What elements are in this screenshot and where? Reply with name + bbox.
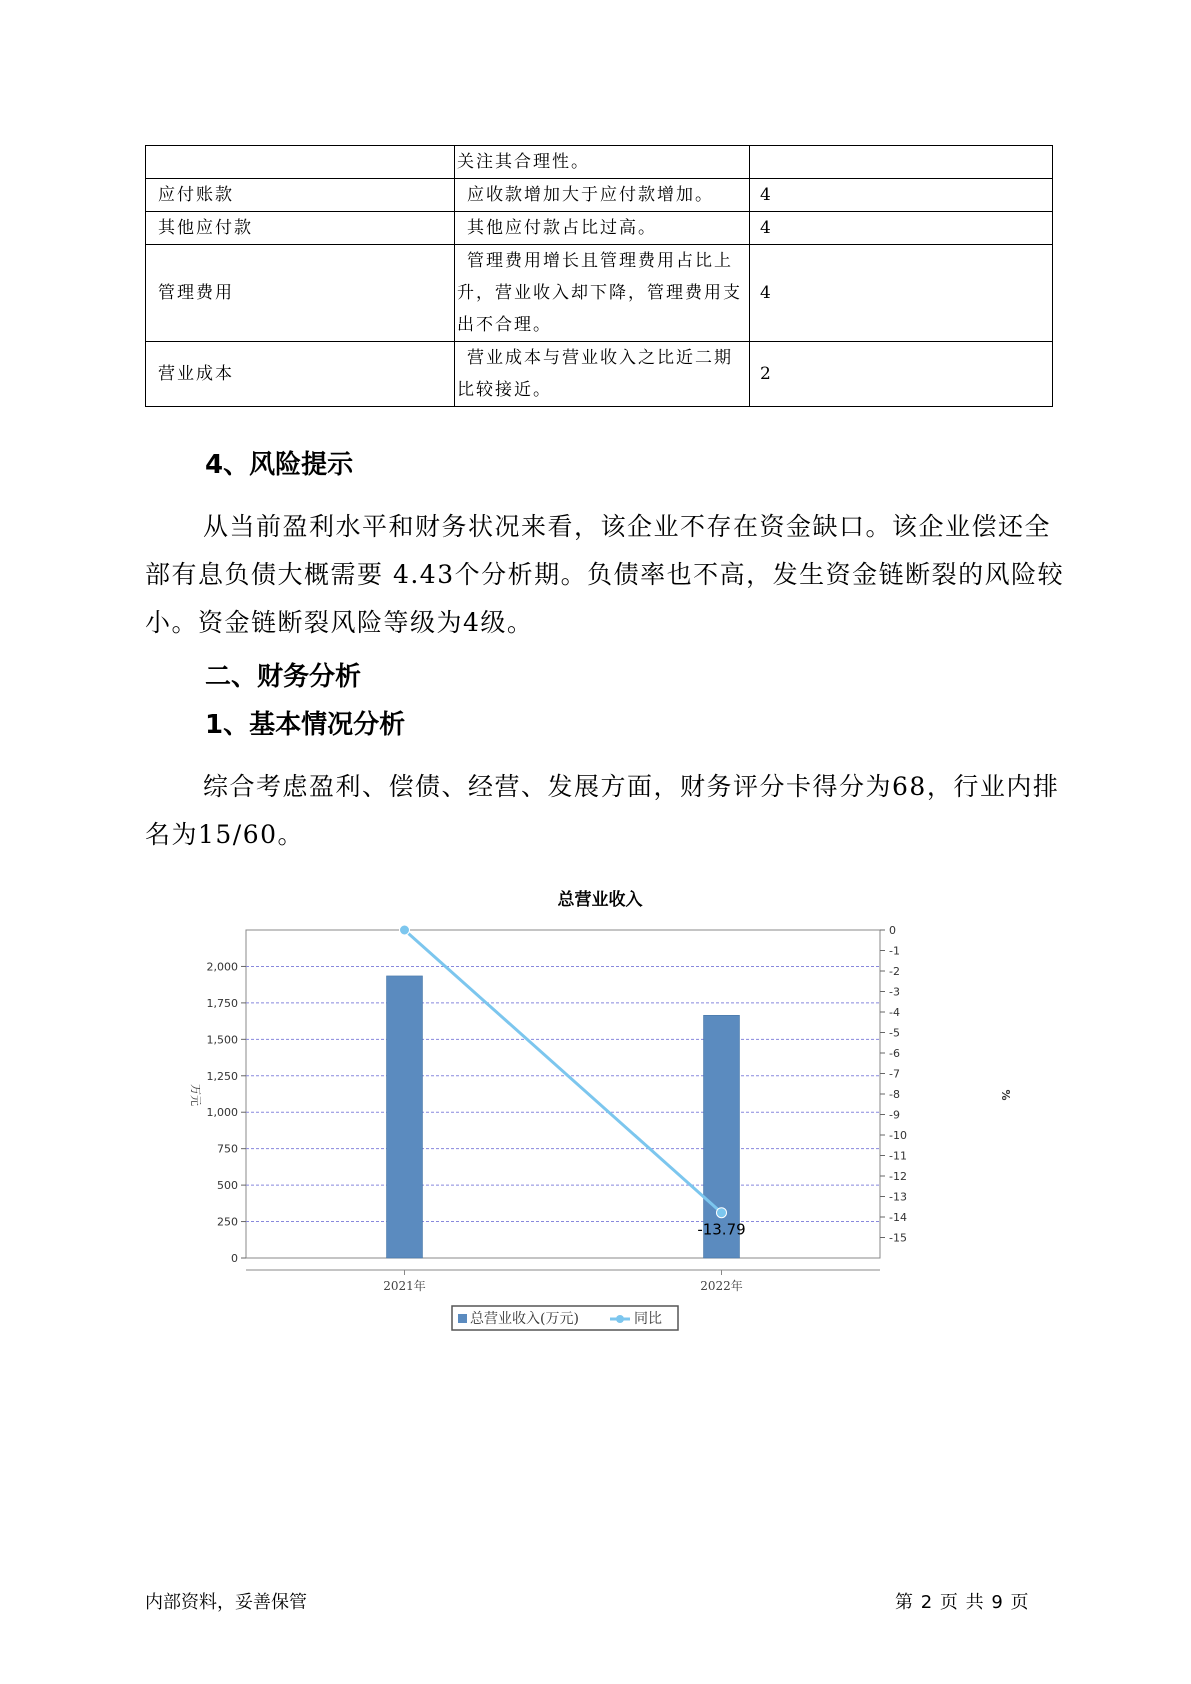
section-heading-basic: 1、基本情况分析	[205, 710, 406, 740]
chart-legend	[452, 1306, 678, 1330]
chart-y-tick-label: 1,750	[206, 996, 238, 1010]
chart-y-tick-label: 2,000	[206, 960, 238, 974]
chart-x-axis	[246, 1270, 880, 1293]
chart-bars	[387, 976, 740, 1258]
table-row	[146, 146, 1053, 179]
chart-line	[405, 930, 722, 1213]
table-cell-item: 管理费用	[146, 245, 455, 342]
chart-data-label: -13.79	[697, 1220, 746, 1239]
table-cell-score: 4	[750, 179, 1053, 212]
table-cell-score	[750, 146, 1053, 179]
table-cell-desc: 应收款增加大于应付款增加。	[467, 185, 714, 205]
table-cell-item: 应付账款	[146, 179, 455, 212]
chart-y2-tick-label: -4	[889, 1006, 900, 1019]
section-heading-finance: 二、财务分析	[205, 662, 362, 692]
chart-y-tick-label: 1,000	[206, 1106, 238, 1120]
table-cell-score: 2	[750, 342, 1053, 407]
chart-y2-axis-label: %	[999, 1089, 1012, 1101]
table-row	[146, 179, 1053, 212]
chart-y2-tick-label: -3	[889, 985, 900, 999]
table-cell-score: 4	[750, 212, 1053, 245]
table-cell-desc: 关注其合理性。	[455, 146, 750, 179]
chart-y2-tick-label: -7	[889, 1067, 900, 1081]
risk-table	[145, 145, 1053, 407]
chart-y-tick-label: 750	[217, 1142, 238, 1156]
chart-legend-label: 同比	[634, 1311, 662, 1327]
risk-paragraph: 从当前盈利水平和财务状况来看，该企业不存在资金缺口。该企业偿还全部有息负债大概需要 4.43个分析期。负债率也不高，发生资金链断裂的风险较小。资金链断裂风险等级为4级。	[145, 512, 1065, 637]
chart-y2-tick-label: -11	[889, 1149, 907, 1163]
chart-grid	[246, 930, 880, 1258]
table-cell-desc: 营业成本与营业收入之比近二期比较接近。	[457, 348, 733, 400]
chart-y2-tick-label: -12	[889, 1170, 907, 1183]
table-cell-item: 其他应付款	[146, 212, 455, 245]
chart-legend-label: 总营业收入(万元)	[470, 1311, 579, 1327]
table-cell-desc: 其他应付款占比过高。	[467, 218, 657, 238]
chart-y-axis-label: 万元	[189, 1084, 202, 1106]
chart-legend-swatch-point	[616, 1315, 624, 1323]
chart-y2-tick-label: -2	[889, 965, 900, 978]
chart-y-tick-label: 0	[231, 1252, 238, 1265]
table-row	[146, 342, 1053, 407]
chart-plot-area	[246, 930, 880, 1258]
chart-x-tick-label: 2021年	[383, 1279, 426, 1293]
table-row	[146, 245, 1053, 342]
chart-y2-tick-label: -15	[889, 1231, 907, 1245]
chart-y-axis	[207, 960, 247, 1265]
chart-y2-tick-label: -14	[889, 1211, 907, 1224]
chart-y-tick-label: 1,250	[206, 1069, 238, 1083]
table-cell-item: 营业成本	[146, 342, 455, 407]
chart-x-tick-label: 2022年	[700, 1279, 743, 1293]
chart-y-tick-label: 1,500	[206, 1033, 238, 1047]
chart-y2-tick-label: 0	[889, 924, 896, 937]
chart-y2-tick-label: -5	[889, 1026, 900, 1040]
section-heading-risk: 4、风险提示	[205, 450, 354, 480]
chart-bar	[387, 976, 423, 1258]
table-cell-score: 4	[750, 245, 1053, 342]
chart-y2-tick-label: -13	[889, 1190, 907, 1204]
chart-legend-swatch-bar	[458, 1314, 467, 1323]
chart-title: 总营业收入	[557, 890, 643, 910]
chart-y2-tick-label: -1	[889, 944, 900, 958]
chart-y-tick-label: 500	[217, 1179, 238, 1193]
chart-point	[400, 925, 410, 935]
basic-paragraph: 综合考虑盈利、偿债、经营、发展方面，财务评分卡得分为68，行业内排名为15/60。	[145, 772, 1060, 849]
table-row	[146, 212, 1053, 245]
table-cell-item	[146, 146, 455, 179]
chart-y2-tick-label: -9	[889, 1108, 900, 1122]
footer-left: 内部资料，妥善保管	[145, 1592, 307, 1613]
footer-page-number: 第 2 页 共 9 页	[895, 1592, 1030, 1613]
revenue-chart	[170, 880, 1020, 1340]
chart-y2-tick-label: -10	[889, 1129, 907, 1142]
chart-y2-tick-label: -6	[889, 1047, 900, 1060]
table-cell-desc: 管理费用增长且管理费用占比上升，营业收入却下降，管理费用支出不合理。	[457, 251, 742, 335]
chart-y-tick-label: 250	[217, 1215, 238, 1229]
chart-y2-tick-label: -8	[889, 1088, 900, 1101]
chart-point	[717, 1208, 727, 1218]
chart-line-series	[400, 925, 746, 1239]
chart-y2-axis	[880, 924, 907, 1245]
